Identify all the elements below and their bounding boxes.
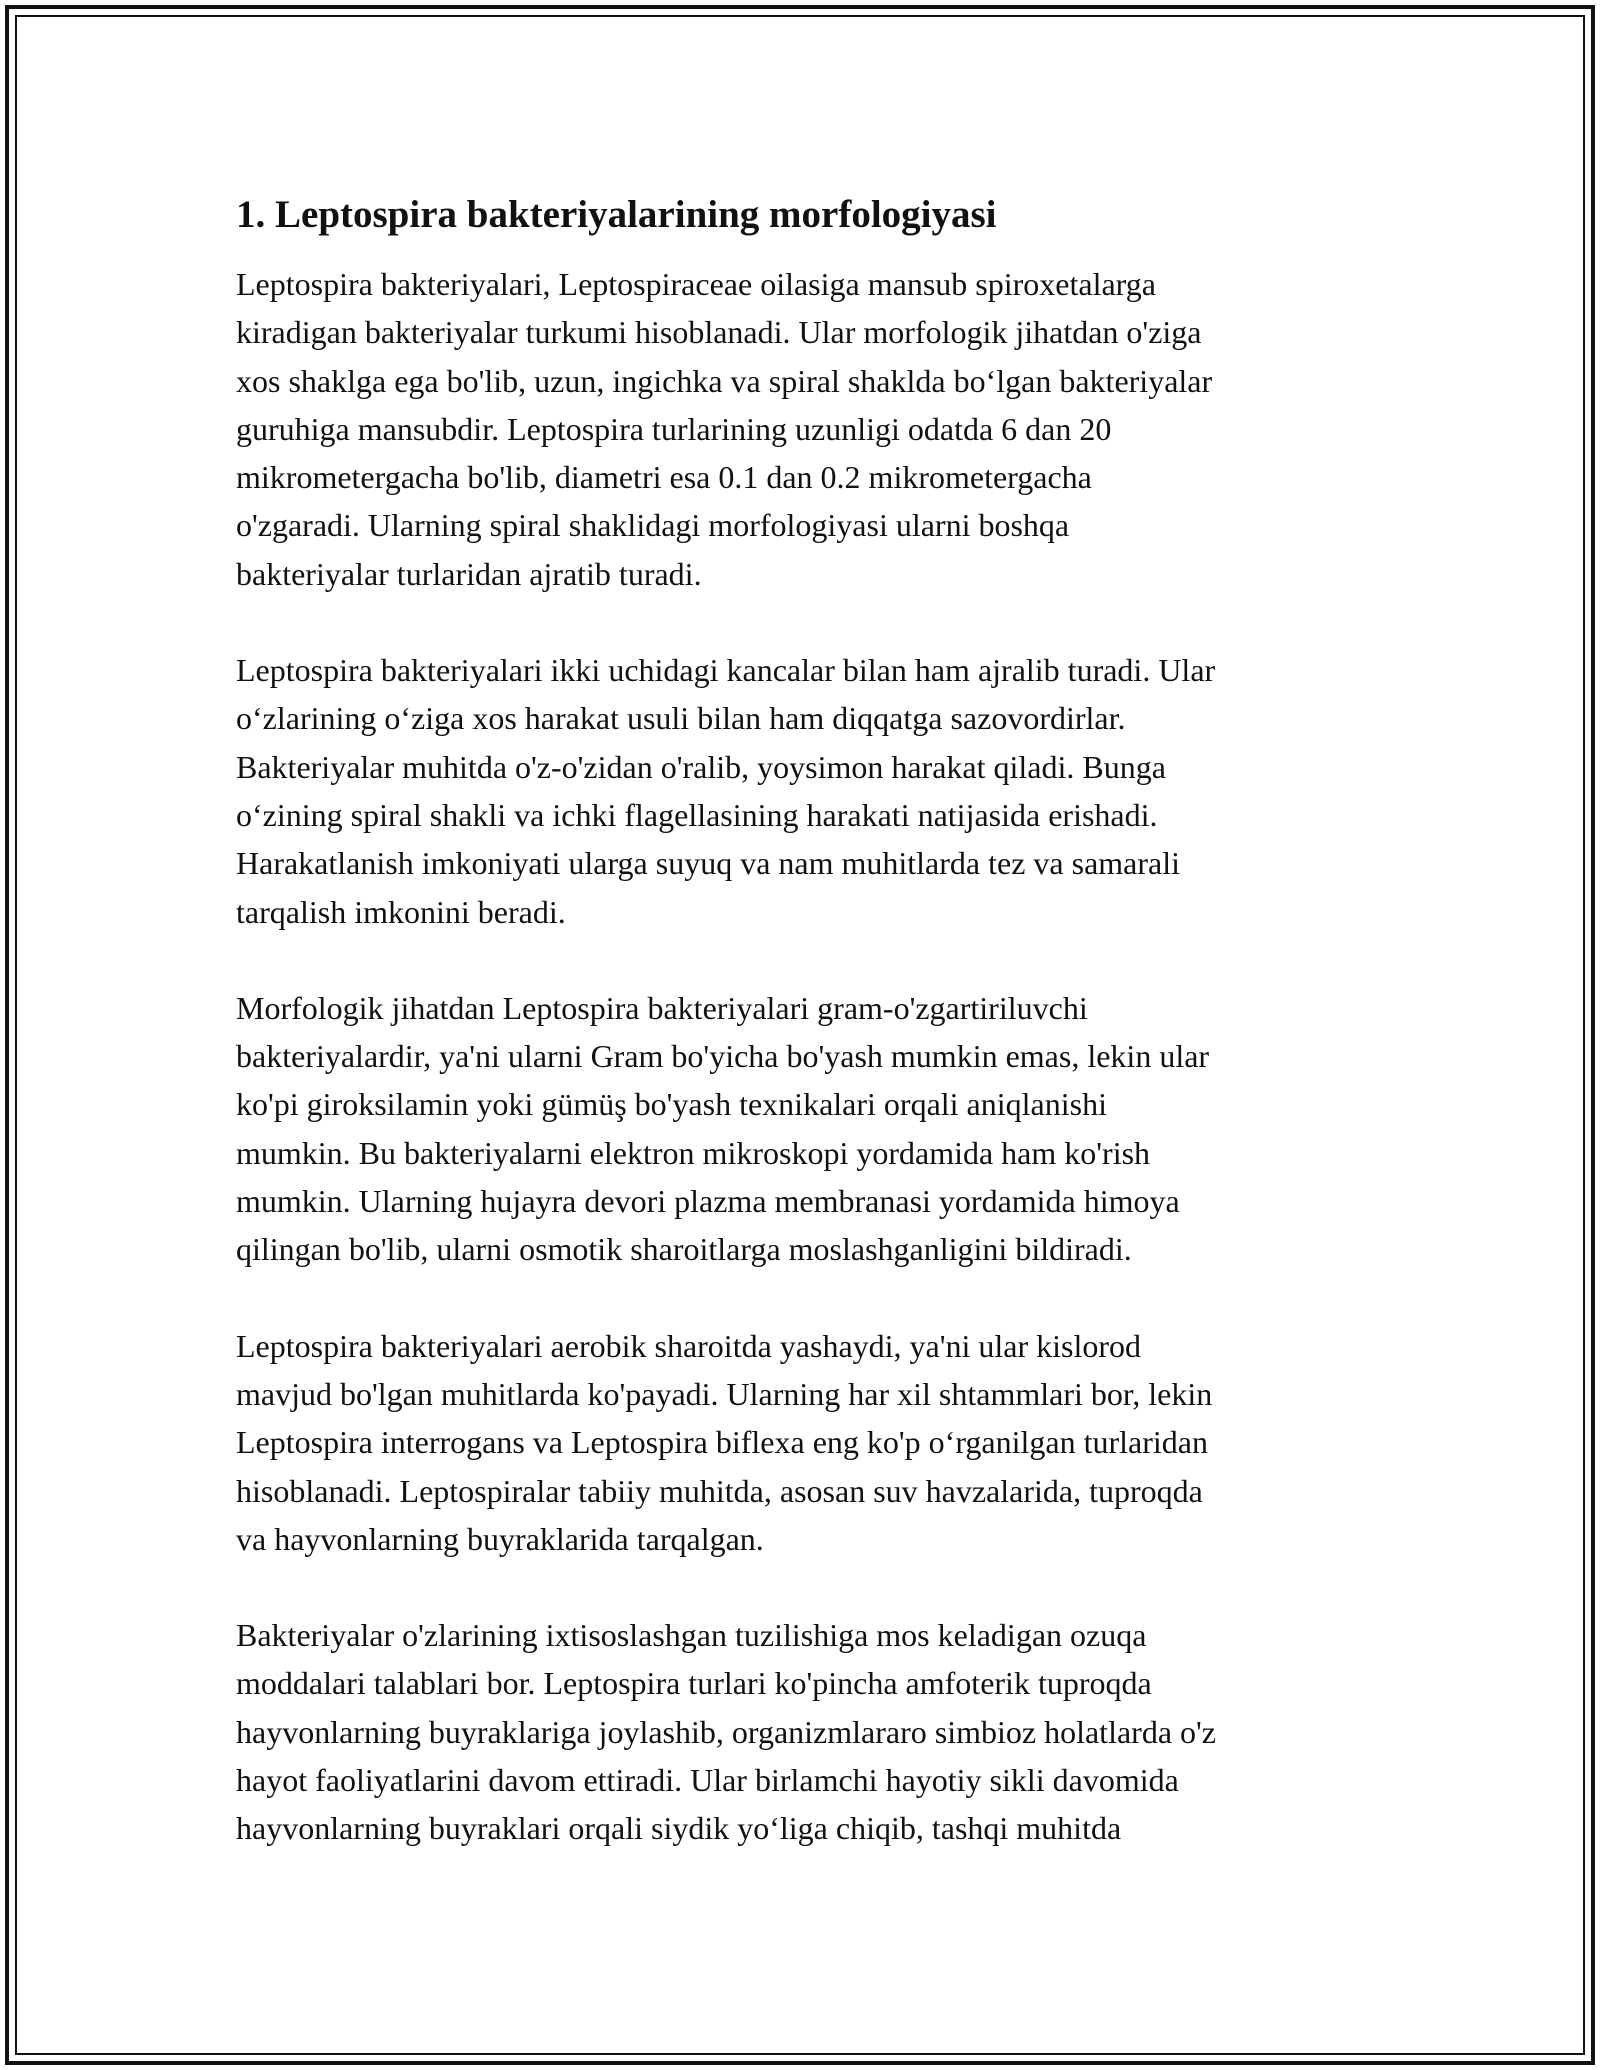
- text-line: hayvonlarning buyraklari orqali siydik yo‘liga chiqib, tashqi muhitda: [236, 1810, 1122, 1847]
- text-line: ko'pi giroksilamin yoki gümüş bo'yash texnikalari orqali aniqlanishi: [236, 1086, 1107, 1123]
- text-line: bakteriyalar turlaridan ajratib turadi.: [236, 555, 702, 592]
- text-line: qilingan bo'lib, ularni osmotik sharoitlarga moslashganligini bildiradi.: [236, 1231, 1132, 1268]
- text-line: Bakteriyalar o'zlarining ixtisoslashgan tuzilishiga mos keladigan ozuqa: [236, 1617, 1147, 1654]
- text-line: moddalari talablari bor. Leptospira turlari ko'pincha amfoterik tuproqda: [236, 1665, 1152, 1702]
- page-title: 1. Leptospira bakteriyalarining morfologiyasi: [236, 193, 997, 236]
- text-line: Leptospira bakteriyalari, Leptospiraceae oilasiga mansub spiroxetalarga: [236, 266, 1156, 302]
- text-line: hayot faoliyatlarini davom ettiradi. Ular birlamchi hayotiy sikli davomida: [236, 1762, 1179, 1799]
- paragraph-4: [236, 1322, 1366, 1563]
- text-line: Harakatlanish imkoniyati ularga suyuq va nam muhitlarda tez va samarali: [236, 845, 1180, 882]
- paragraph-2: [236, 646, 1366, 936]
- text-line: Leptospira bakteriyalari ikki uchidagi kancalar bilan ham ajralib turadi. Ular: [236, 652, 1216, 689]
- text-line: mikrometergacha bo'lib, diametri esa 0.1 dan 0.2 mikrometergacha: [236, 459, 1092, 496]
- text-line: tarqalish imkonini beradi.: [236, 893, 566, 930]
- paragraph-5: [236, 1611, 1366, 1852]
- document-body: [236, 188, 1366, 1901]
- text-line: hisoblanadi. Leptospiralar tabiiy muhitda, asosan suv havzalarida, tuproqda: [236, 1472, 1203, 1509]
- text-line: o‘zlarining o‘ziga xos harakat usuli bilan ham diqqatga sazovordirlar.: [236, 700, 1126, 737]
- text-line: mumkin. Bu bakteriyalarni elektron mikroskopi yordamida ham ko'rish: [236, 1134, 1151, 1171]
- text-line: xos shaklga ega bo'lib, uzun, ingichka va spiral shaklda bo‘lgan bakteriyalar: [236, 362, 1213, 399]
- text-line: bakteriyalardir, ya'ni ularni Gram bo'yicha bo'yash mumkin emas, lekin ular: [236, 1038, 1210, 1075]
- text-line: Bakteriyalar muhitda o'z-o'zidan o'ralib, yoysimon harakat qiladi. Bunga: [236, 748, 1166, 785]
- text-line: Morfologik jihatdan Leptospira bakteriyalari gram-o'zgartiriluvchi: [236, 989, 1088, 1026]
- text-line: Leptospira bakteriyalari aerobik sharoitda yashaydi, ya'ni ular kislorod: [236, 1327, 1142, 1364]
- text-line: Leptospira interrogans va Leptospira biflexa eng ko'p o‘rganilgan turlaridan: [236, 1424, 1208, 1461]
- paragraph-3: [236, 984, 1366, 1274]
- text-line: guruhiga mansubdir. Leptospira turlarining uzunligi odatda 6 dan 20: [236, 410, 1112, 447]
- text-line: mavjud bo'lgan muhitlarda ko'payadi. Ularning har xil shtammlari bor, lekin: [236, 1375, 1213, 1412]
- text-line: o'zgaradi. Ularning spiral shaklidagi morfologiyasi ularni boshqa: [236, 507, 1070, 544]
- text-line: va hayvonlarning buyraklarida tarqalgan.: [236, 1520, 764, 1557]
- text-line: o‘zining spiral shakli va ichki flagellasining harakati natijasida erishadi.: [236, 796, 1158, 833]
- text-line: hayvonlarning buyraklariga joylashib, organizmlararo simbioz holatlarda o'z: [236, 1713, 1216, 1750]
- text-line: mumkin. Ularning hujayra devori plazma membranasi yordamida himoya: [236, 1183, 1180, 1220]
- paragraph-1: [236, 260, 1366, 598]
- text-line: kiradigan bakteriyalar turkumi hisoblanadi. Ular morfologik jihatdan o'ziga: [236, 314, 1202, 351]
